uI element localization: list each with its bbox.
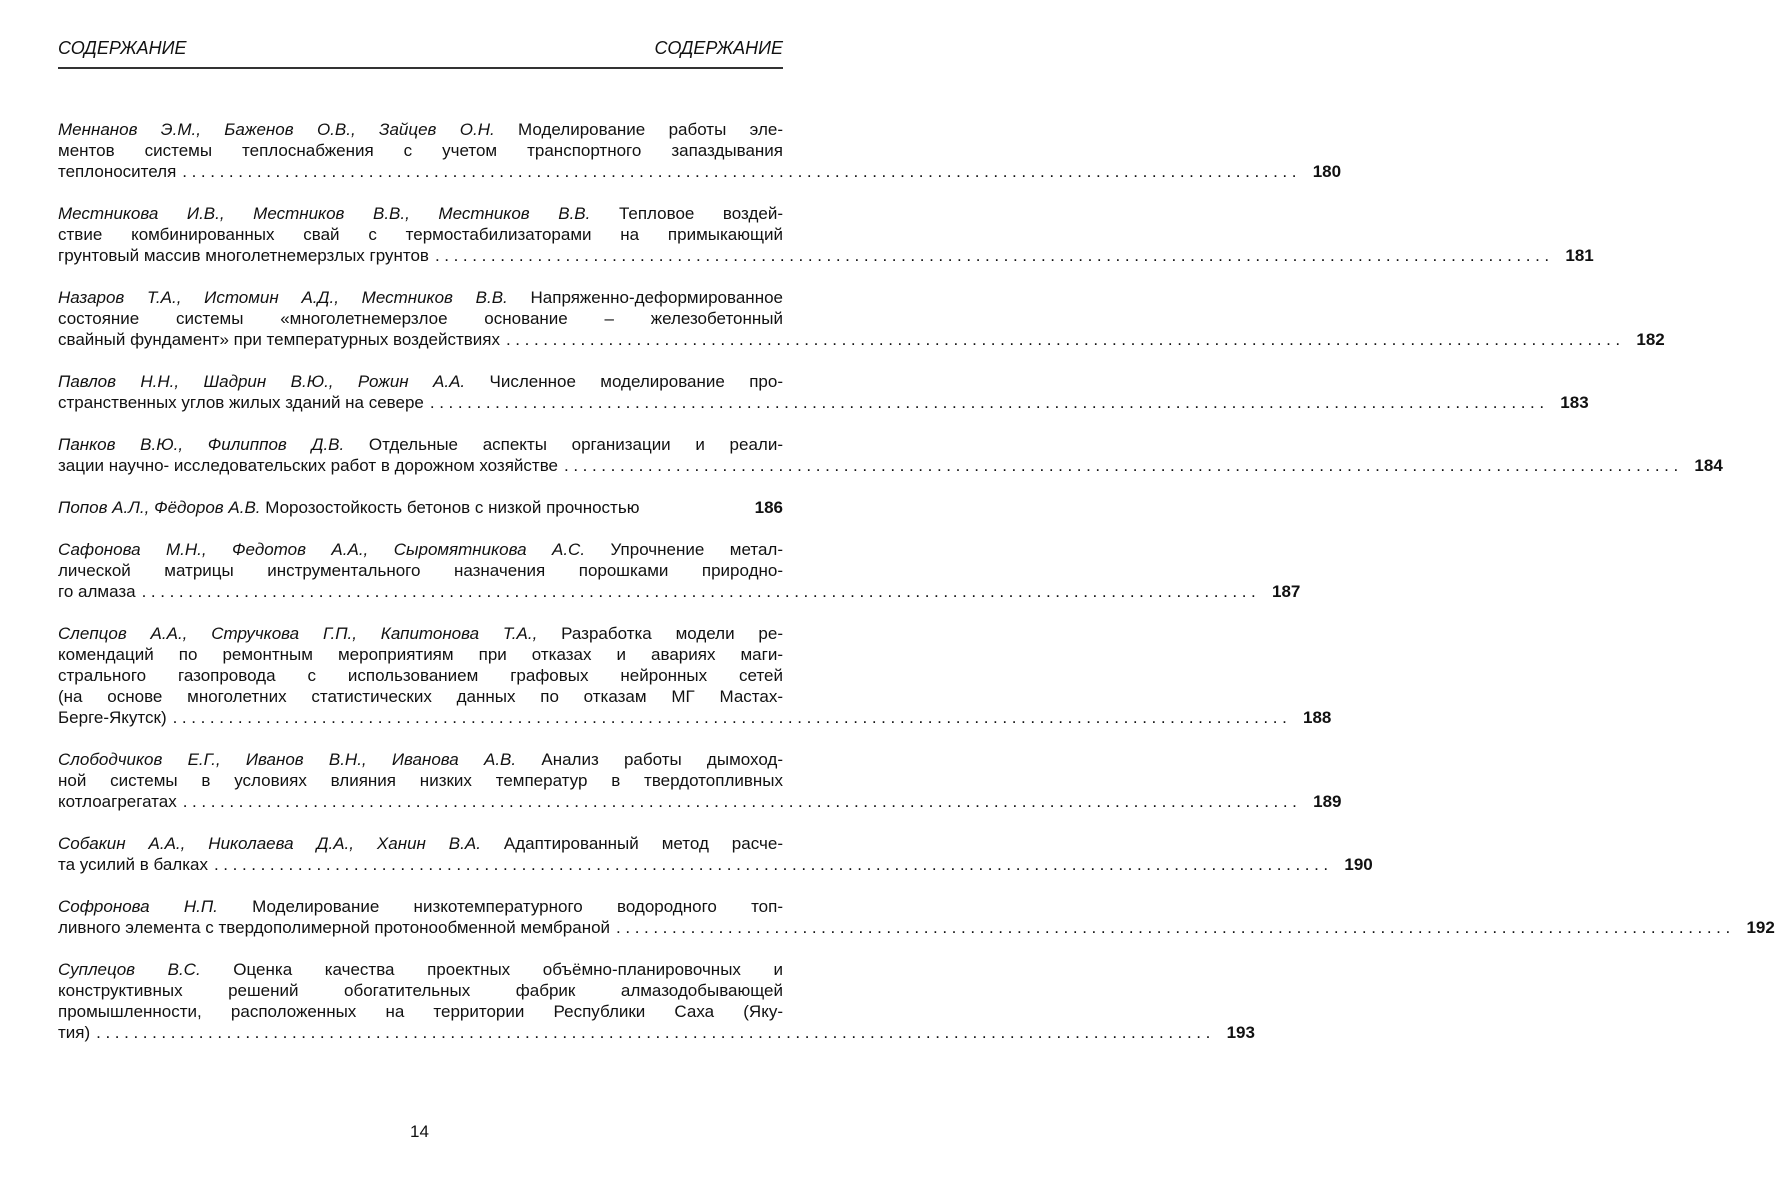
toc-line xyxy=(58,686,783,707)
entry-title: го алмаза xyxy=(58,582,136,601)
toc-line xyxy=(58,980,783,1001)
toc-line xyxy=(58,707,1332,728)
toc-line xyxy=(58,287,783,308)
entry-title: Адаптированный метод расче- xyxy=(480,834,783,853)
entry-page-number: 193 xyxy=(1226,1023,1255,1042)
toc-line xyxy=(58,1001,783,1022)
entry-page-number: 182 xyxy=(1636,330,1665,349)
dot-leader: ........................................................................................................................ xyxy=(96,1023,1215,1042)
entry-authors: Павлов Н.Н., Шадрин В.Ю., Рожин А.А. xyxy=(58,372,466,391)
entry-authors: Местникова И.В., Местников В.В., Местников В.В. xyxy=(58,204,591,223)
toc-entry[interactable] xyxy=(58,833,1373,875)
toc-line xyxy=(58,224,783,245)
dot-leader: ........................................................................................................................ xyxy=(141,582,1261,601)
entry-page-number: 186 xyxy=(754,498,783,517)
dot-leader: ........................................................................................................................ xyxy=(182,162,1302,181)
entry-page-number: 184 xyxy=(1694,456,1723,475)
dot-leader: ........................................................................................................................ xyxy=(172,708,1292,727)
toc-entry[interactable] xyxy=(58,287,1665,350)
toc-line xyxy=(58,749,783,770)
entry-authors: Сафонова М.Н., Федотов А.А., Сыромятникова А.С. xyxy=(58,540,586,559)
toc-line xyxy=(58,560,783,581)
dot-leader: ........................................................................................................................ xyxy=(213,855,1333,874)
entry-title: странственных углов жилых зданий на севере xyxy=(58,393,424,412)
entry-title: теплоносителя xyxy=(58,162,177,181)
entry-title: Моделирование низкотемпературного водородного топ- xyxy=(217,897,783,916)
toc-entry[interactable] xyxy=(58,896,1775,938)
toc-entry[interactable] xyxy=(58,497,783,518)
dot-leader: ........................................................................................................................ xyxy=(429,393,1549,412)
entry-title: состояние системы «многолетнемерзлое основание – железобетонный xyxy=(58,309,783,328)
toc-line xyxy=(58,161,1342,182)
entry-title: ливного элемента с твердополимерной протонообменной мембраной xyxy=(58,918,611,937)
entry-title: зации научно- исследовательских работ в дорожном хозяйстве xyxy=(58,456,559,475)
toc-entry[interactable] xyxy=(58,119,1342,182)
entry-title: Моделирование работы эле- xyxy=(494,120,783,139)
toc-line xyxy=(58,539,783,560)
entry-authors: Слепцов А.А., Стручкова Г.П., Капитонова Т.А., xyxy=(58,624,538,643)
entry-title: Отдельные аспекты организации и реали- xyxy=(344,435,783,454)
entry-title: комендаций по ремонтным мероприятиям при отказах и авариях маги- xyxy=(58,645,783,664)
entry-title: ментов системы теплоснабжения с учетом транспортного запаздывания xyxy=(58,141,783,160)
entry-title: тия) xyxy=(58,1023,91,1042)
toc-line xyxy=(58,455,1723,476)
entry-title: Тепловое воздей- xyxy=(590,204,783,223)
entry-title: та усилий в балках xyxy=(58,855,208,874)
entry-title: Морозостойкость бетонов с низкой прочностью xyxy=(260,498,640,517)
toc-entry[interactable] xyxy=(58,749,1342,812)
toc-line xyxy=(58,959,783,980)
entry-page-number: 192 xyxy=(1746,918,1775,937)
toc-line xyxy=(58,497,783,518)
entry-title: Разработка модели ре- xyxy=(537,624,783,643)
entry-title: лической матрицы инструментального назначения порошками природно- xyxy=(58,561,783,580)
entry-title: Упрочнение метал- xyxy=(585,540,783,559)
toc-line xyxy=(58,245,1594,266)
entry-title: Численное моделирование про- xyxy=(465,372,783,391)
toc-entry[interactable] xyxy=(58,203,1594,266)
dot-leader: ........................................................................................................................ xyxy=(505,330,1625,349)
toc-line xyxy=(58,329,1665,350)
entry-title: Берге-Якутск) xyxy=(58,708,167,727)
dot-leader: ........................................................................................................................ xyxy=(434,246,1554,265)
entry-authors: Меннанов Э.М., Баженов О.В., Зайцев О.Н. xyxy=(58,120,495,139)
entry-page-number: 183 xyxy=(1560,393,1589,412)
entry-title: ной системы в условиях влияния низких температур в твердотопливных xyxy=(58,771,783,790)
dot-leader: ........................................................................................................................ xyxy=(182,792,1302,811)
entry-authors: Слободчиков Е.Г., Иванов В.Н., Иванова А.В. xyxy=(58,750,517,769)
toc-line xyxy=(58,140,783,161)
toc-line xyxy=(58,392,1589,413)
toc-line xyxy=(58,833,783,854)
entry-page-number: 187 xyxy=(1272,582,1301,601)
entry-title: промышленности, расположенных на территории Республики Саха (Яку- xyxy=(58,1002,783,1021)
dot-leader xyxy=(645,497,743,518)
entry-title: Анализ работы дымоход- xyxy=(516,750,783,769)
toc-entry[interactable] xyxy=(58,434,1723,476)
entry-title: (на основе многолетних статистических данных по отказам МГ Мастах- xyxy=(58,687,783,706)
toc-line xyxy=(58,308,783,329)
entry-page-number: 180 xyxy=(1312,162,1342,181)
entry-title: Оценка качества проектных объёмно-планировочных и xyxy=(200,960,783,979)
toc-line xyxy=(58,644,783,665)
entry-page-number: 190 xyxy=(1344,855,1373,874)
entry-authors: Попов А.Л., Фёдоров А.В. xyxy=(58,498,261,517)
header-left: СОДЕРЖАНИЕ xyxy=(58,38,187,58)
toc-entry[interactable] xyxy=(58,623,1332,728)
toc-line xyxy=(58,791,1342,812)
entry-page-number: 189 xyxy=(1313,792,1342,811)
toc-line xyxy=(58,665,783,686)
table-of-contents xyxy=(58,119,1775,1064)
toc-line xyxy=(58,623,783,644)
toc-line xyxy=(58,854,1373,875)
entry-title: конструктивных решений обогатительных фабрик алмазодобывающей xyxy=(58,981,783,1000)
toc-entry[interactable] xyxy=(58,371,1589,413)
entry-authors: Суплецов В.С. xyxy=(58,960,201,979)
toc-line xyxy=(58,896,783,917)
entry-authors: Назаров Т.А., Истомин А.Д., Местников В.В. xyxy=(58,288,508,307)
toc-entry[interactable] xyxy=(58,539,1301,602)
toc-line xyxy=(58,371,783,392)
entry-title: грунтовый массив многолетнемерзлых грунтов xyxy=(58,246,429,265)
entry-page-number: 181 xyxy=(1565,246,1594,265)
dot-leader: ........................................................................................................................ xyxy=(616,918,1735,937)
toc-line xyxy=(58,434,783,455)
toc-entry[interactable] xyxy=(58,959,1255,1043)
entry-page-number: 188 xyxy=(1303,708,1332,727)
entry-title: Напряженно-деформированное xyxy=(507,288,783,307)
page-number: 14 xyxy=(410,1122,429,1141)
entry-authors: Собакин А.А., Николаева Д.А., Ханин В.А. xyxy=(58,834,481,853)
dot-leader: ........................................................................................................................ xyxy=(564,456,1683,475)
toc-line xyxy=(58,203,783,224)
toc-line xyxy=(58,917,1775,938)
entry-title: свайный фундамент» при температурных воздействиях xyxy=(58,330,500,349)
entry-authors: Софронова Н.П. xyxy=(58,897,218,916)
entry-title: стрального газопровода с использованием графовых нейронных сетей xyxy=(58,666,783,685)
header-right: СОДЕРЖАНИЕ xyxy=(654,38,783,58)
running-header xyxy=(58,38,783,69)
entry-title: ствие комбинированных свай с термостабилизаторами на примыкающий xyxy=(58,225,783,244)
toc-line xyxy=(58,119,783,140)
toc-line xyxy=(58,1022,1255,1043)
toc-line xyxy=(58,770,783,791)
entry-title: котлоагрегатах xyxy=(58,792,177,811)
toc-line xyxy=(58,581,1301,602)
entry-authors: Панков В.Ю., Филиппов Д.В. xyxy=(58,435,345,454)
